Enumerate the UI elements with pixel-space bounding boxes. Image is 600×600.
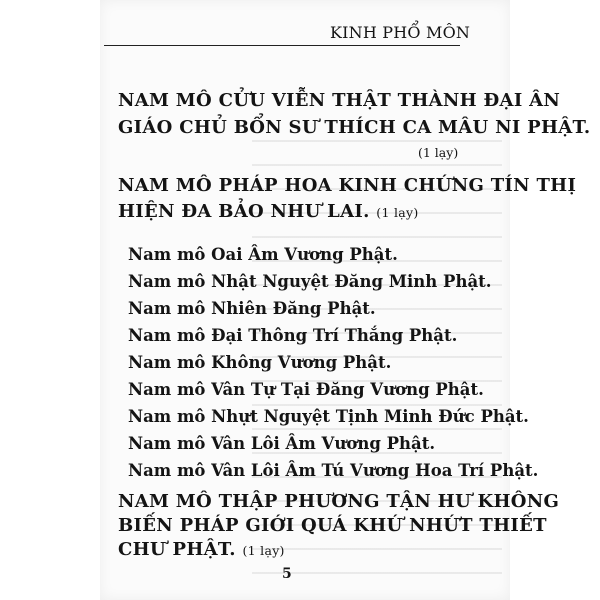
invocation-8: Nam mô Vân Lôi Âm Vương Phật.	[128, 434, 436, 453]
invocation-1: Nam mô Oai Âm Vương Phật.	[128, 245, 398, 264]
closing-line-1: NAM MÔ THẬP PHƯƠNG TẬN HƯ KHÔNG	[118, 491, 560, 512]
invocation-3: Nam mô Nhiên Đăng Phật.	[128, 299, 376, 318]
invocation-6: Nam mô Vân Tự Tại Đăng Vương Phật.	[128, 380, 484, 399]
closing-line-3-text: CHƯ PHẬT.	[118, 539, 236, 560]
invocation-9: Nam mô Vân Lôi Âm Tú Vương Hoa Trí Phật.	[128, 461, 539, 480]
paragraph-1-note: (1 lạy)	[418, 145, 459, 160]
closing-line-2: BIẾN PHÁP GIỚI QUÁ KHỨ NHỨT THIẾT	[118, 515, 547, 536]
invocation-4: Nam mô Đại Thông Trí Thắng Phật.	[128, 326, 458, 345]
invocation-2: Nam mô Nhật Nguyệt Đăng Minh Phật.	[128, 272, 492, 291]
header-divider	[104, 45, 460, 46]
paragraph-2-line-2	[118, 201, 419, 222]
running-header: KINH PHỔ MÔN	[330, 23, 471, 42]
paragraph-2-line-2-text: HIỆN ĐA BẢO NHƯ LAI.	[118, 201, 370, 222]
invocation-7: Nam mô Nhựt Nguyệt Tịnh Minh Đức Phật.	[128, 407, 529, 426]
paragraph-1-line-1: NAM MÔ CỬU VIỄN THẬT THÀNH ĐẠI ÂN	[118, 90, 561, 111]
paragraph-1-line-2: GIÁO CHỦ BỔN SƯ THÍCH CA MÂU NI PHẬT.	[118, 117, 591, 138]
closing-line-3	[118, 539, 285, 560]
invocation-5: Nam mô Không Vương Phật.	[128, 353, 392, 372]
paragraph-2-line-1: NAM MÔ PHÁP HOA KINH CHỨNG TÍN THỊ	[118, 175, 577, 196]
paragraph-2-note: (1 lạy)	[376, 205, 419, 220]
closing-note: (1 lạy)	[242, 543, 285, 558]
page-number: 5	[282, 566, 292, 582]
